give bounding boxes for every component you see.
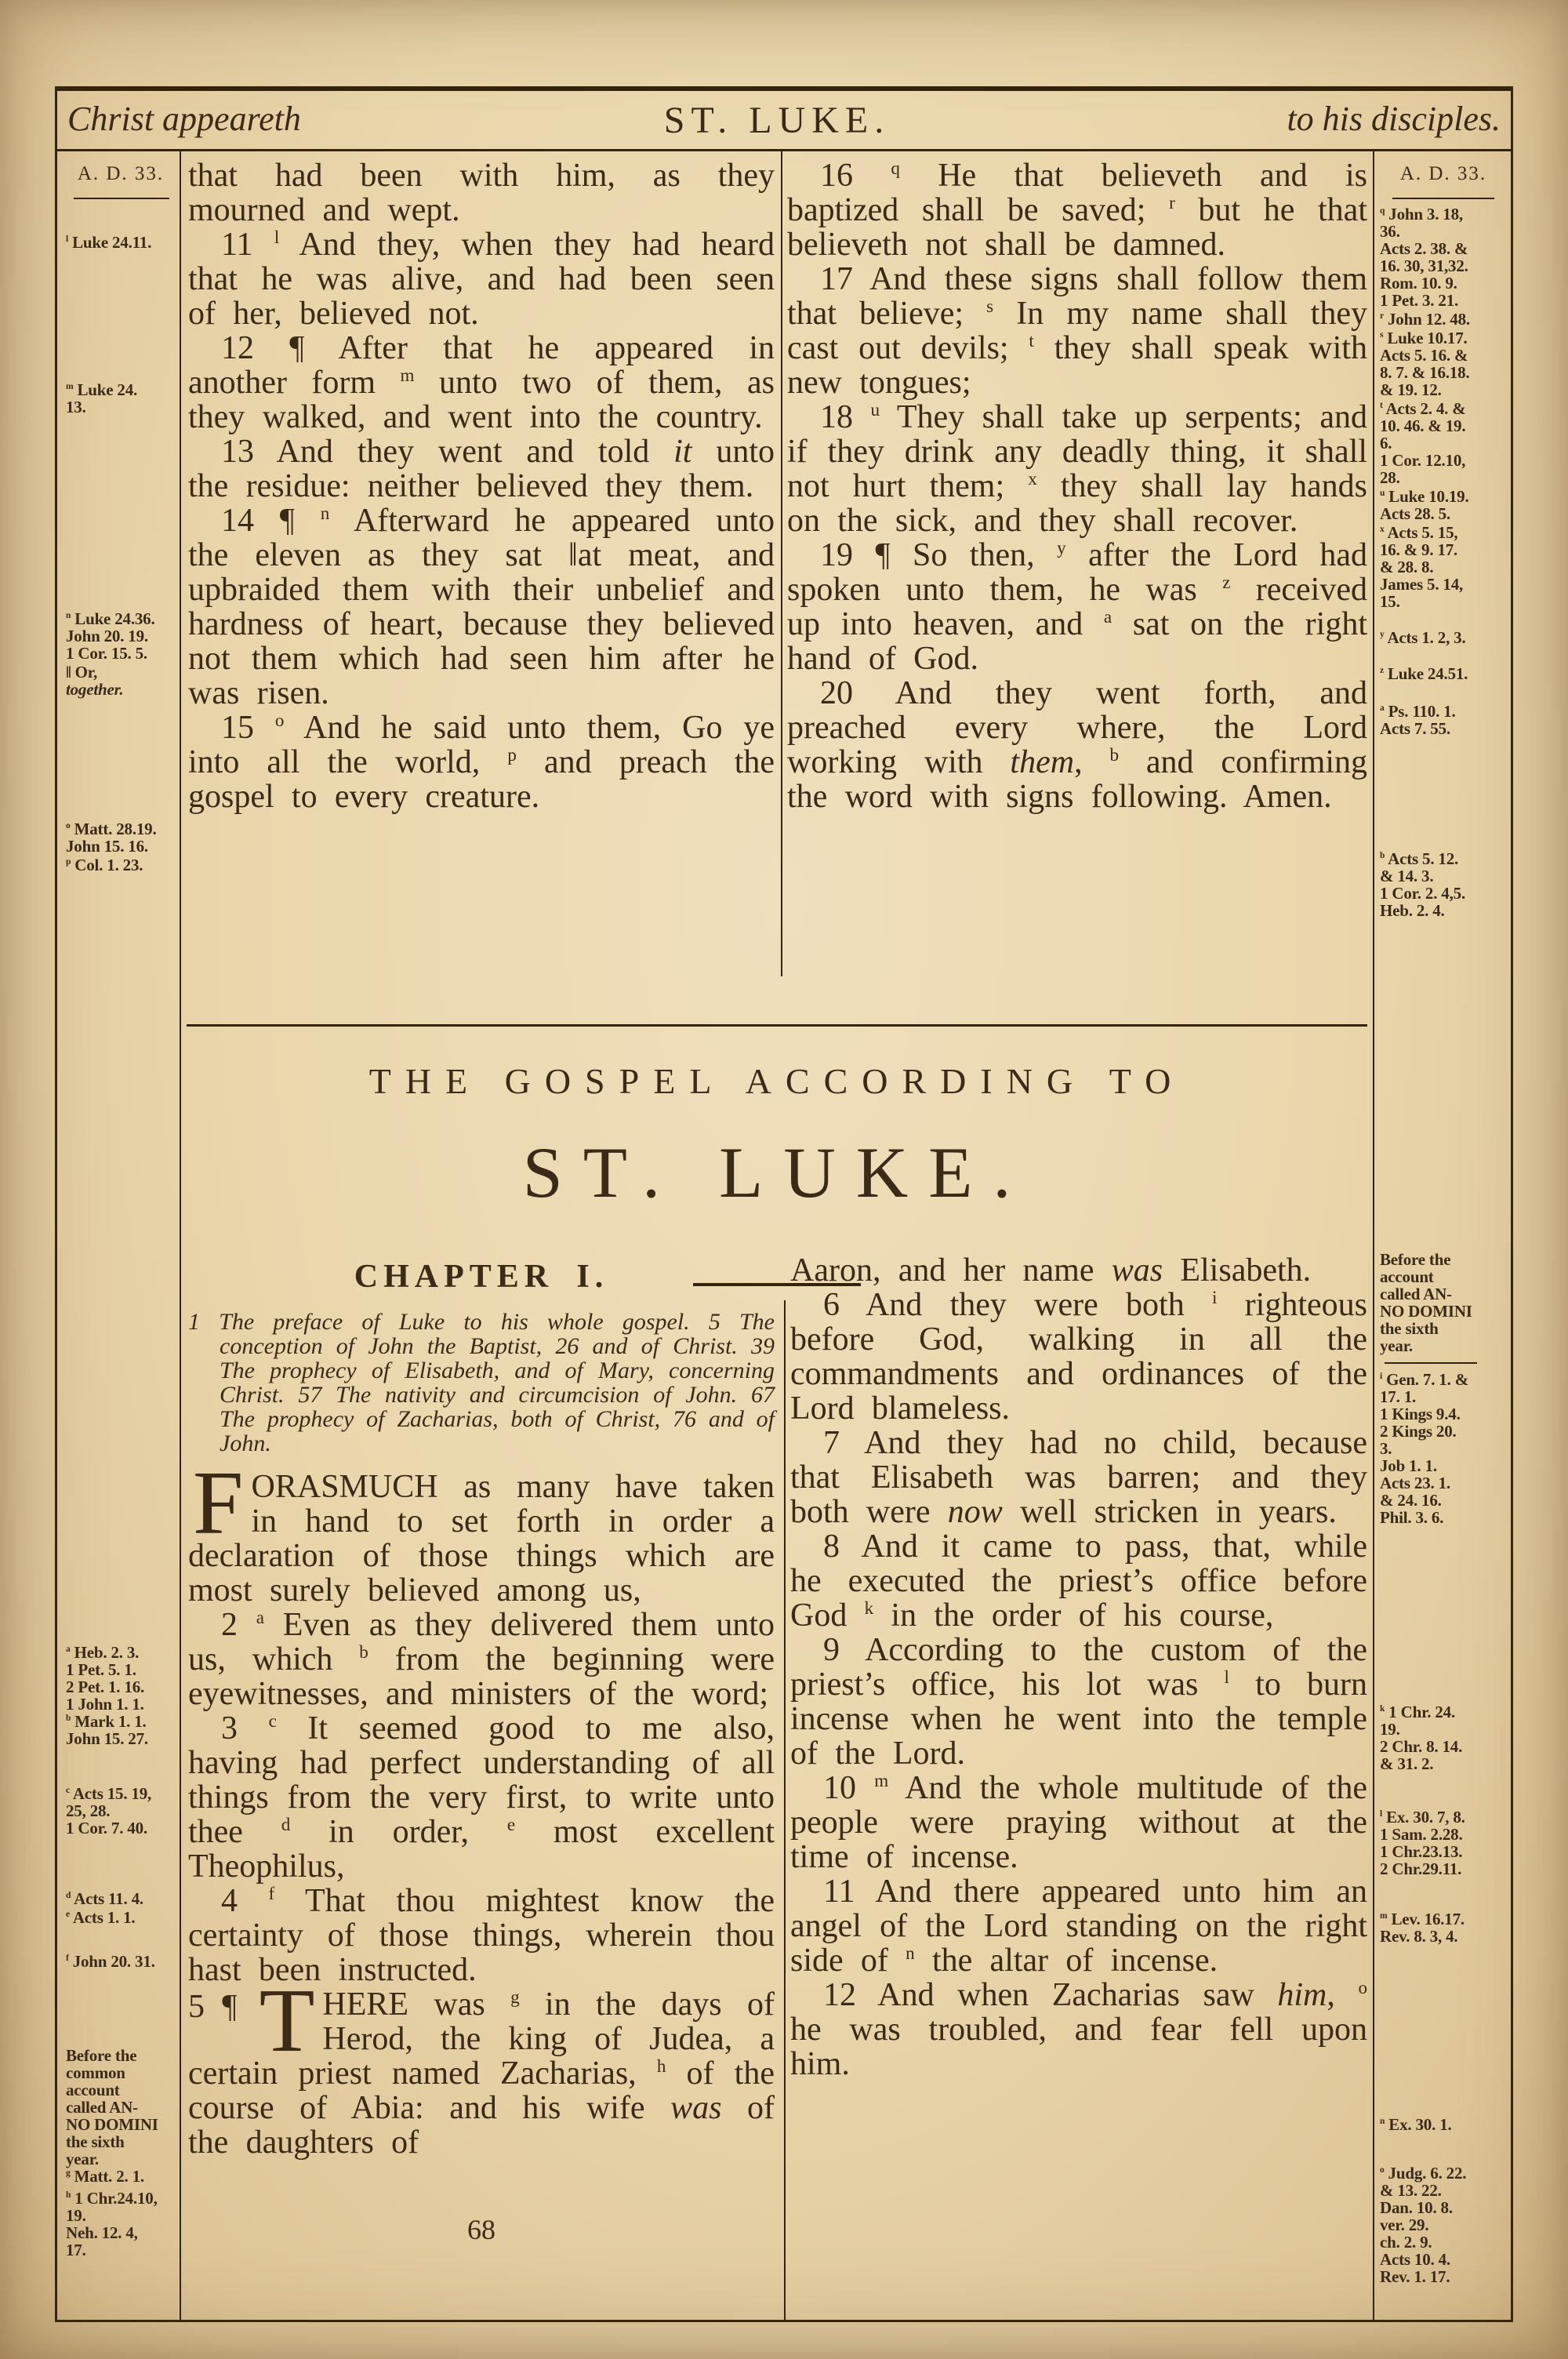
margin-reference-note: $^a$ Heb. 2. 3. 1 Pet. 5. 1. 2 Pet. 1. 16. 1 John 1. 1. <box>66 1643 145 1714</box>
margin-reference-note: $^z$ Luke 24.51. <box>1380 664 1468 683</box>
verse-paragraph: 12 And when Zacharias saw him, $^o$ he was troubled, and fear fell upon him. <box>790 1977 1367 2082</box>
book-title: ST. LUKE. <box>522 1132 1032 1212</box>
ad-date-right-rule <box>1392 198 1494 199</box>
margin-reference-note: $^o$ Judg. 6. 22. & 13. 22. Dan. 10. 8. ver. 29. ch. 2. 9. Acts 10. 4. Rev. 1. 17. <box>1380 2164 1467 2286</box>
drop-cap: F <box>193 1453 244 1554</box>
margin-reference-note: $^x$ Acts 5. 15, 16. & 9. 17. & 28. 8. James 5. 14, 15. <box>1380 523 1464 611</box>
verse-paragraph: F ORASMUCH as many have taken in hand to set forth in order a declaration of those things which are most surely believed among us, <box>188 1453 775 1608</box>
running-header-title: ST. LUKE. <box>663 100 891 141</box>
verse-paragraph: 16 $^q$ He that believeth and is baptized shall be saved; $^r$ but he that believeth not shall be damned. <box>787 158 1368 263</box>
header-bottom-rule <box>55 149 1513 151</box>
margin-reference-note: $^e$ Acts 1. 1. <box>66 1908 136 1927</box>
verse-paragraph: 17 And these signs shall follow them that believe; $^s$ In my name shall they cast out devils; $^t$ they shall speak with new tongues; <box>787 261 1367 401</box>
margin-reference-note: $^l$ Ex. 30. 7, 8. 1 Sam. 2.28. 1 Chr.23.13. 2 Chr.29.11. <box>1380 1808 1465 1878</box>
margin-reference-note: $^t$ Acts 2. 4. & 10. 46. & 19. 6. 1 Cor. 12.10, 28. <box>1380 399 1466 487</box>
mark-column-divider <box>781 149 782 976</box>
margin-reference-note: $^a$ Ps. 110. 1. Acts 7. 55. <box>1380 702 1456 738</box>
mark-text-column-2 <box>787 158 1367 814</box>
verse-paragraph: 8 And it came to pass, that, while he executed the priest’s office before God $^k$ in the order of his course, <box>790 1528 1367 1634</box>
ad-date-left: A. D. 33. <box>77 163 165 184</box>
margin-reference-note: $^f$ John 20. 31. <box>66 1952 155 1971</box>
verse-paragraph: 18 $^u$ They shall take up serpents; and if they drink any deadly thing, it shall not hurt them; $^x$ they shall lay hands on the sick, and they shall recover. <box>787 399 1367 539</box>
margin-reference-note: $^h$ 1 Chr.24.10, 19. Neh. 12. 4, 17. <box>66 2189 158 2259</box>
ad-date-right: A. D. 33. <box>1399 163 1487 184</box>
margin-reference-note: $^m$ Lev. 16.17. Rev. 8. 3, 4. <box>1380 1910 1465 1946</box>
drop-cap: 5 ¶ T <box>188 1971 315 2071</box>
margin-reference-note: $^g$ Matt. 2. 1. <box>66 2167 144 2186</box>
margin-reference-note: $^r$ John 12. 48. <box>1380 310 1470 329</box>
ad-date-left-rule <box>74 198 169 199</box>
verse-paragraph: 11 And there appeared unto him an angel of the Lord standing on the right side of $^n$ the altar of incense. <box>790 1874 1367 1979</box>
margin-reference-note: $^i$ Gen. 7. 1. & 17. 1. 1 Kings 9.4. 2 Kings 20. 3. Job 1. 1. Acts 23. 1. & 24. 16. Phil. 3. 6. <box>1380 1370 1468 1527</box>
luke-text-column-1 <box>188 1259 775 2160</box>
margin-reference-note: Before the common account called AN- NO DOMINI the sixth year. <box>66 2046 158 2168</box>
left-margin-divider <box>180 149 181 2320</box>
verse-paragraph: 6 And they were both $^i$ righteous before God, walking in all the commandments and ordinances of the Lord blameless. <box>790 1287 1367 1427</box>
verse-paragraph: 7 And they had no child, because that Elisabeth was barren; and they both were now well stricken in years. <box>790 1425 1367 1530</box>
margin-reference-note: $^y$ Acts 1. 2, 3. <box>1380 628 1466 647</box>
verse-paragraph: 14 ¶ $^n$ Afterward he appeared unto the eleven as they sat ‖at meat, and upbraided them with their unbelief and hardness of heart, because they believed not them which had seen him after he was risen. <box>188 503 775 711</box>
verse-paragraph: 19 ¶ So then, $^y$ after the Lord had spoken unto them, he was $^z$ received up into heaven, and $^a$ sat on the right hand of God. <box>787 537 1367 677</box>
mark-text-column-1 <box>188 158 775 814</box>
margin-reference-note: Before the account called AN- NO DOMINI the sixth year. <box>1380 1251 1510 1364</box>
verse-paragraph: 11 $^l$ And they, when they had heard that he was alive, and had been seen of her, believed not. <box>188 227 775 332</box>
margin-reference-note: $^d$ Acts 11. 4. <box>66 1889 143 1908</box>
verse-continuation: Aaron, and her name was Elisabeth. <box>790 1252 1312 1289</box>
frame-top-rule <box>55 86 1513 91</box>
verse-paragraph: 3 $^c$ It seemed good to me also, having had perfect understanding of all things from the very first, to write unto thee $^d$ in order, $^e$ most excellent Theophilus, <box>188 1710 775 1885</box>
margin-reference-note: $^n$ Ex. 30. 1. <box>1380 2115 1452 2134</box>
frame-left-rule <box>55 86 57 2322</box>
margin-reference-note: ‖ Or, together. <box>66 663 124 699</box>
verse-paragraph: 5 ¶ T HERE was $^g$ in the days of Herod, the king of Judea, a certain priest named Zacharias, $^h$ of the course of Abia: and his wife was of the daughters of <box>188 1971 775 2161</box>
verse-paragraph: 13 And they went and told it unto the residue: neither believed they them. <box>188 434 775 504</box>
margin-reference-note: $^b$ Acts 5. 12. & 14. 3. 1 Cor. 2. 4,5. Heb. 2. 4. <box>1380 849 1466 920</box>
margin-reference-note: $^s$ Luke 10.17. Acts 5. 16. & 8. 7. & 16.18. & 19. 12. <box>1380 329 1470 399</box>
verse-paragraph: 2 $^a$ Even as they delivered them unto us, which $^b$ from the beginning were eyewitnesses, and ministers of the word; <box>188 1607 775 1712</box>
luke-text-column-2 <box>790 1253 1367 2081</box>
running-header-left: Christ appeareth <box>67 100 301 138</box>
margin-note-rule <box>1385 1362 1477 1364</box>
verse-paragraph: 4 $^f$ That thou mightest know the certainty of those things, wherein thou hast been instructed. <box>188 1883 775 1988</box>
margin-reference-note: $^l$ Luke 24.11. <box>66 233 152 252</box>
luke-column-divider <box>784 1300 786 2320</box>
margin-reference-note: $^q$ John 3. 18, 36. Acts 2. 38. & 16. 30, 31,32. Rom. 10. 9. 1 Pet. 3. 21. <box>1380 205 1468 310</box>
verse-paragraph: 10 $^m$ And the whole multitude of the people were praying without at the time of incense. <box>790 1770 1368 1875</box>
margin-reference-note: $^m$ Luke 24. 13. <box>66 380 138 416</box>
frame-right-rule <box>1511 86 1513 2322</box>
right-margin-divider <box>1373 149 1374 2320</box>
verse-paragraph: 9 According to the custom of the priest’s office, his lot was $^l$ to burn incense when he went into the temple of the Lord. <box>790 1632 1367 1772</box>
section-divider-rule <box>187 1024 1367 1027</box>
margin-reference-note: $^o$ Matt. 28.19. John 15. 16. <box>66 820 157 856</box>
page-number: 68 <box>467 2214 495 2245</box>
margin-reference-note: $^p$ Col. 1. 23. <box>66 856 143 874</box>
chapter-summary: 1 The preface of Luke to his whole gospel. 5 The conception of John the Baptist, 26 and of Christ. 39 The prophecy of Elisabeth, and of Mary, concerning Christ. 57 The nativity and circumcision of John. 67 The prophecy of Zacharias, both of Christ, 76 and of John. <box>188 1309 775 1456</box>
verse-paragraph: 12 ¶ After that he appeared in another form $^m$ unto two of them, as they walked, and went into the country. <box>188 330 775 435</box>
running-header-right: to his disciples. <box>1287 100 1501 138</box>
margin-reference-note: $^b$ Mark 1. 1. John 15. 27. <box>66 1712 148 1748</box>
margin-reference-note: $^k$ 1 Chr. 24. 19. 2 Chr. 8. 14. & 31. 2. <box>1380 1703 1463 1773</box>
book-title-kicker: THE GOSPEL ACCORDING TO <box>368 1061 1185 1101</box>
margin-reference-note: $^c$ Acts 15. 19, 25, 28. 1 Cor. 7. 40. <box>66 1784 152 1837</box>
frame-bottom-rule <box>55 2320 1513 2322</box>
margin-reference-note: $^n$ Luke 24.36. John 20. 19. 1 Cor. 15. 5. <box>66 609 155 663</box>
margin-reference-note: $^u$ Luke 10.19. Acts 28. 5. <box>1380 487 1469 523</box>
chapter-heading: CHAPTER I. <box>354 1259 609 1295</box>
verse-paragraph: 15 $^o$ And he said unto them, Go ye into all the world, $^p$ and preach the gospel to every creature. <box>188 710 775 815</box>
verse-continuation: that had been with him, as they mourned and wept. <box>188 158 775 228</box>
verse-paragraph: 20 And they went forth, and preached every where, the Lord working with them, $^b$ and confirming the word with signs following. Amen. <box>787 675 1367 815</box>
